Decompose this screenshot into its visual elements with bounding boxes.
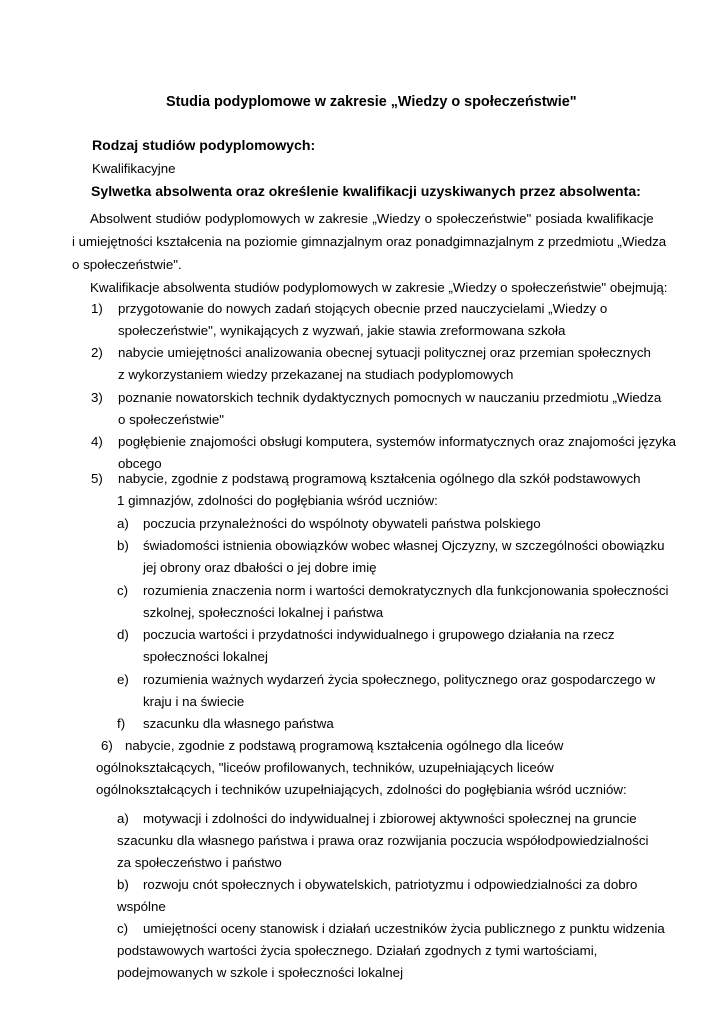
list-item-text: ogólnokształcących i techników uzupełniających, zdolności do pogłębiania wśród uczniów:: [96, 782, 627, 797]
list-item-number: 1): [91, 301, 103, 316]
sub-item-text: poczucia wartości i przydatności indywidualnego i grupowego działania na rzecz: [143, 627, 615, 642]
sub-item-letter: a): [117, 516, 129, 531]
list-item-text: nabycie, zgodnie z podstawą programową kształcenia ogólnego dla szkół podstawowych: [118, 471, 641, 486]
list-item-text: 1 gimnazjów, zdolności do pogłębiania wśród uczniów:: [117, 493, 438, 508]
sub-item-text: kraju i na świecie: [143, 694, 245, 709]
list-intro: Kwalifikacje absolwenta studiów podyplomowych w zakresie „Wiedzy o społeczeństwie" obejmują:: [90, 280, 668, 295]
list-item-number: 2): [91, 345, 103, 360]
sub-item-letter: c): [117, 921, 129, 936]
graduate-profile-heading: Sylwetka absolwenta oraz określenie kwalifikacji uzyskiwanych przez absolwenta:: [91, 183, 641, 199]
sub-item-letter: f): [117, 716, 126, 731]
sub-item-text: szkolnej, społeczności lokalnej i państwa: [143, 605, 384, 620]
sub-item-text: jej obrony oraz dbałości o jej dobre imię: [143, 560, 377, 575]
intro-line: o społeczeństwie".: [72, 257, 182, 272]
list-item-number: 5): [91, 471, 103, 486]
sub-item-text: motywacji i zdolności do indywidualnej i zbiorowej aktywności społecznej na gruncie: [143, 811, 637, 826]
study-type-value: Kwalifikacyjne: [92, 161, 176, 176]
sub-item-text: rozumienia znaczenia norm i wartości demokratycznych dla funkcjonowania społeczności: [143, 583, 669, 598]
list-item-text: przygotowanie do nowych zadań stojących obecnie przed nauczycielami „Wiedzy o: [118, 301, 608, 316]
sub-item-text: społeczności lokalnej: [143, 649, 268, 664]
sub-item-text: umiejętności oceny stanowisk i działań uczestników życia publicznego z punktu widzenia: [143, 921, 665, 936]
list-item-text: poznanie nowatorskich technik dydaktycznych pomocnych w nauczaniu przedmiotu „Wiedza: [118, 390, 662, 405]
page-title: Studia podyplomowe w zakresie „Wiedzy o społeczeństwie": [166, 94, 577, 110]
sub-item-letter: c): [117, 583, 129, 598]
sub-item-letter: a): [117, 811, 129, 826]
study-type-heading: Rodzaj studiów podyplomowych:: [92, 137, 316, 153]
sub-item-letter: b): [117, 877, 129, 892]
list-item-text: obcego: [118, 456, 162, 471]
list-item-text: ogólnokształcących, "liceów profilowanych, techników, uzupełniających liceów: [96, 760, 554, 775]
sub-item-text: szacunku dla własnego państwa: [143, 716, 334, 731]
sub-item-text: szacunku dla własnego państwa i prawa oraz rozwijania poczucia współodpowiedzialności: [117, 833, 649, 848]
list-item-text: o społeczeństwie": [118, 412, 224, 427]
sub-item-text: świadomości istnienia obowiązków wobec własnej Ojczyzny, w szczególności obowiązku: [143, 538, 665, 553]
list-item-number: 6): [101, 738, 113, 753]
intro-line: i umiejętności kształcenia na poziomie gimnazjalnym oraz ponadgimnazjalnym z przedmiotu „Wiedza: [72, 234, 667, 249]
list-item-text: nabycie, zgodnie z podstawą programową kształcenia ogólnego dla liceów: [125, 738, 564, 753]
sub-item-text: poczucia przynależności do wspólnoty obywateli państwa polskiego: [143, 516, 541, 531]
list-item-text: z wykorzystaniem wiedzy przekazanej na studiach podyplomowych: [118, 367, 514, 382]
sub-item-letter: b): [117, 538, 129, 553]
sub-item-text: podstawowych wartości życia społecznego. Działań zgodnych z tymi wartościami,: [117, 943, 598, 958]
intro-line: Absolwent studiów podyplomowych w zakresie „Wiedzy o społeczeństwie" posiada kwalifikacje: [90, 211, 654, 226]
list-item-text: pogłębienie znajomości obsługi komputera, systemów informatycznych oraz znajomości języka: [118, 434, 676, 449]
sub-item-text: wspólne: [117, 899, 166, 914]
list-item-text: społeczeństwie", wynikających z wyzwań, jakie stawia zreformowana szkoła: [118, 323, 566, 338]
sub-item-letter: d): [117, 627, 129, 642]
sub-item-text: rozwoju cnót społecznych i obywatelskich, patriotyzmu i odpowiedzialności za dobro: [143, 877, 638, 892]
list-item-number: 4): [91, 434, 103, 449]
sub-item-text: za społeczeństwo i państwo: [117, 855, 282, 870]
sub-item-text: podejmowanych w szkole i społeczności lokalnej: [117, 965, 404, 980]
sub-item-letter: e): [117, 672, 129, 687]
list-item-text: nabycie umiejętności analizowania obecnej sytuacji politycznej oraz przemian społecznych: [118, 345, 651, 360]
list-item-number: 3): [91, 390, 103, 405]
sub-item-text: rozumienia ważnych wydarzeń życia społecznego, politycznego oraz gospodarczego w: [143, 672, 656, 687]
